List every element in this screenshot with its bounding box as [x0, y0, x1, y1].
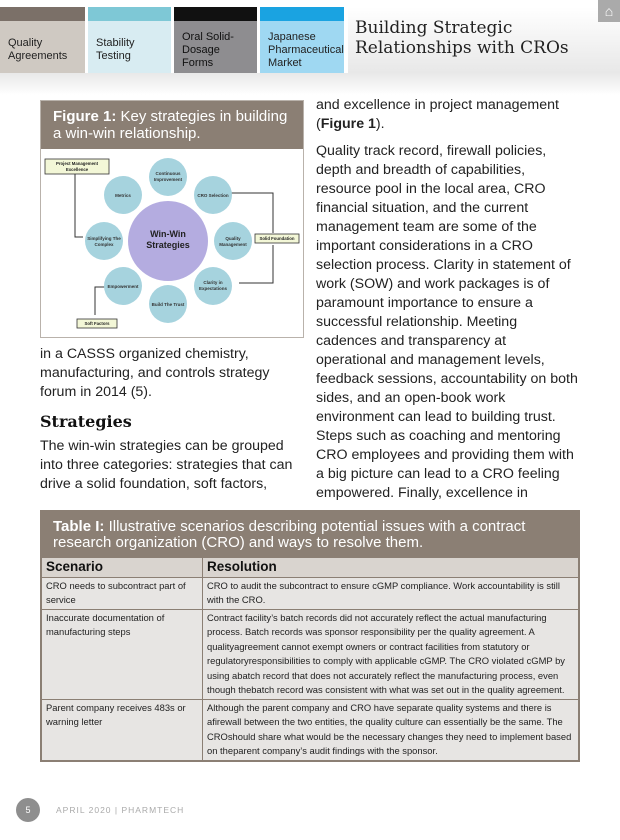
table-row — [42, 577, 579, 609]
column-header-resolution: Resolution — [203, 558, 579, 578]
box-label: Excellence — [65, 167, 89, 172]
page-footer — [16, 798, 184, 822]
center-label-2: Strategies — [146, 240, 190, 250]
table-1 — [40, 510, 580, 762]
box-label: Soft Factors — [84, 321, 110, 326]
node-label: Continuous — [155, 171, 181, 176]
home-icon[interactable]: ⌂ — [598, 0, 620, 22]
tab-color-bar — [0, 7, 85, 21]
tab-label: Quality Agreements — [8, 37, 68, 62]
tab-color-bar — [88, 7, 171, 21]
node-label: Quality — [225, 236, 241, 241]
node-label: Simplifying The — [87, 236, 121, 241]
tab-label: Japanese Pharmaceutical Market — [268, 31, 344, 69]
win-win-diagram — [41, 149, 303, 337]
table-cell: Parent company receives 483s or warning letter — [42, 699, 203, 760]
tab-oral-solid-dosage[interactable] — [174, 7, 257, 73]
node-label: Complex — [94, 242, 114, 247]
scenario-table — [41, 557, 579, 761]
connector-line — [95, 287, 105, 315]
node-quality-management — [214, 222, 252, 260]
node-simplifying — [85, 222, 123, 260]
page-number: 5 — [16, 798, 40, 822]
connector-line — [75, 173, 83, 237]
node-label: Empowerment — [107, 284, 139, 289]
node-label: Build The Trust — [151, 302, 185, 307]
right-column — [316, 96, 580, 511]
node-label: CRO Selection — [197, 193, 229, 198]
table-cell: Contract facility’s batch records did not accurately reflect the actual manufacturing process. Batch records was sponsor responsibility per the quality agreement. A qualityagreement cannot exempt owners or contract facilities from statutory or regulatoryresponsibilities to comply with applicable cGMP. The CRO violated cGMP by using abatch record that does not accurately reflect the manufacturing process, even though thebatch record was consistent with what was set out in the quality agreement. — [203, 609, 579, 699]
figure-caption-text: Key strategies in building a win-win relationship. — [53, 108, 288, 142]
figure-label: Figure 1: — [53, 108, 117, 125]
footer-text: APRIL 2020 | PHARMTECH — [56, 805, 185, 815]
section-title: Building Strategic Relationships with CROs — [355, 18, 569, 58]
node-label: Improvement — [153, 177, 183, 182]
tab-japanese-market[interactable] — [260, 7, 344, 73]
left-column — [40, 345, 304, 494]
tab-label: Stability Testing — [96, 37, 135, 62]
box-label: Solid Foundation — [259, 236, 295, 241]
table-row — [42, 699, 579, 760]
tab-color-bar — [260, 7, 344, 21]
node-label: Metrics — [115, 193, 131, 198]
column-header-scenario: Scenario — [42, 558, 203, 578]
figure-reference[interactable]: Figure 1 — [320, 116, 376, 132]
table-caption-text: Illustrative scenarios describing potential issues with a contract research organization (CRO) and ways to resolve them. — [53, 518, 526, 551]
center-label-1: Win-Win — [150, 229, 186, 239]
text-fragment: and excellence in project management ( — [316, 97, 559, 132]
node-label: Management — [219, 242, 247, 247]
section-title-block — [348, 7, 620, 73]
tab-stability-testing[interactable] — [88, 7, 171, 73]
section-heading: Strategies — [40, 412, 132, 431]
table-cell: CRO needs to subcontract part of service — [42, 577, 203, 609]
table-cell: Although the parent company and CRO have separate quality systems and there is afirewall between the two entities, the quality culture can essentially be the same. The CROshould share what would be the necessary changes they need to implement based on theparent company’s audit findings with the sponsor. — [203, 699, 579, 760]
table-header-row — [42, 558, 579, 578]
node-label: Expectations — [198, 286, 228, 291]
body-paragraph — [316, 96, 580, 134]
table-cell: CRO to audit the subcontract to ensure cGMP compliance. Work accountability is still with the CRO. — [203, 577, 579, 609]
tab-color-bar — [174, 7, 257, 21]
body-paragraph: in a CASSS organized chemistry, manufacturing, and controls strategy forum in 2014 (5). — [40, 346, 270, 400]
node-label: Clarity in — [203, 280, 223, 285]
table-caption — [41, 511, 579, 557]
tab-label: Oral Solid-Dosage Forms — [182, 31, 234, 69]
box-label: Project Management — [55, 161, 99, 166]
figure-1 — [40, 100, 304, 338]
figure-caption — [41, 101, 303, 149]
table-label: Table I: — [53, 518, 105, 535]
body-paragraph: Quality track record, firewall policies, depth and breadth of capabilities, resource pool in the local area, CRO financial situation, and the current management team are some of the important considerations in a CRO selection process. Clarity in statement of work (SOW) and work packages is of paramount importance to ensure a successful relationship. Meeting cadences and transparency at operational and management levels, feedback sessions, accountability on both sides, and an open-book work environment can lead to building trust. Steps such as coaching and mentoring CRO employees and providing them with a big picture can lead to a CRO feeling empowered. Finally, excellence in — [316, 143, 578, 501]
table-row — [42, 609, 579, 699]
tab-quality-agreements[interactable] — [0, 7, 85, 73]
body-paragraph: The win-win strategies can be grouped into three categories: strategies that can drive a solid foundation, soft factors, — [40, 438, 293, 492]
text-fragment: ). — [375, 116, 385, 132]
table-cell: Inaccurate documentation of manufacturing steps — [42, 609, 203, 699]
header-shadow — [0, 73, 620, 95]
